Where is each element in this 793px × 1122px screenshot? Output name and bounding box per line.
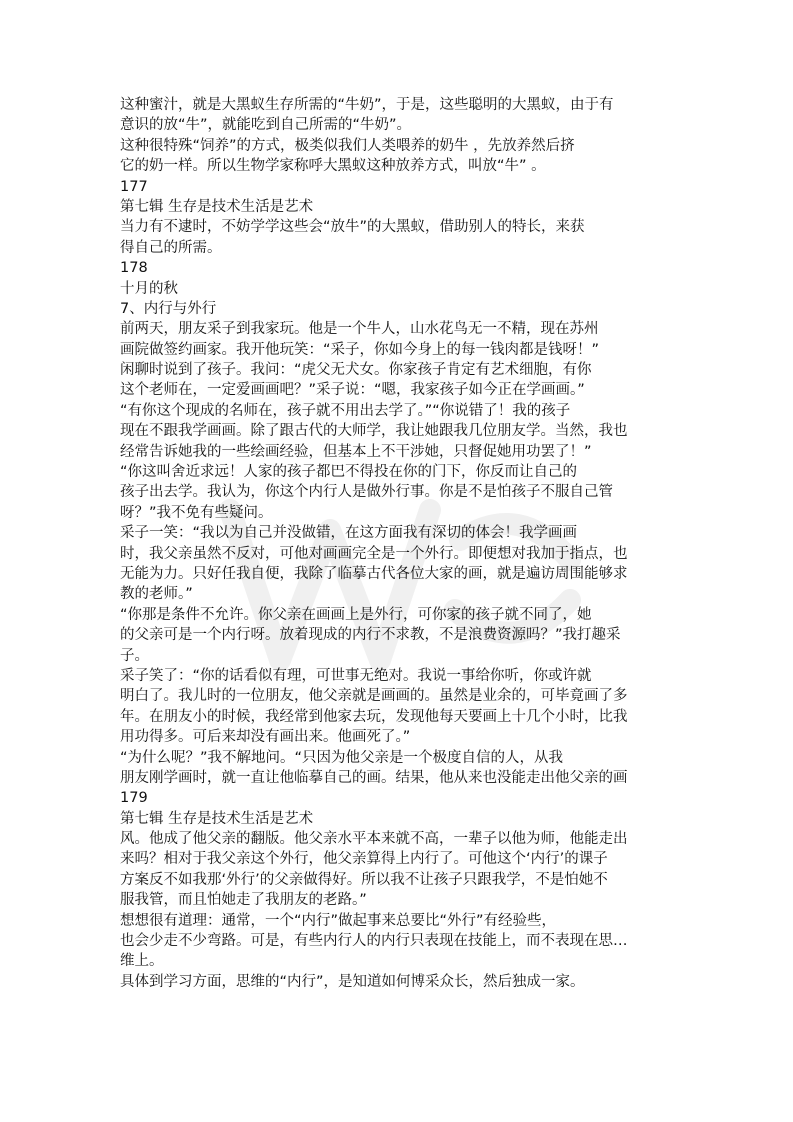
text-line: 教的老师。” [120,586,193,603]
text-line: 这种很特殊“饲养”的方式，极类似我们人类喂养的奶牛 ，先放养然后挤 [120,137,575,154]
text-line: 用功得多。可后来却没有画出来。他画死了。” [120,729,411,746]
text-line: 它的奶一样。所以生物学家称呼大黑蚁这种放养方式，叫放“牛” 。 [120,158,546,175]
text-line: 子。 [120,647,149,664]
text-line: 朋友刚学画时，就一直让他临摹自己的画。结果，他从来也没能走出他父亲的画 [120,769,628,786]
text-line: 服我管，而且怕她走了我朋友的老路。” [120,892,367,909]
page-number: 179 [120,790,148,807]
chapter-header: 第七辑 生存是技术生活是艺术 [120,810,314,827]
text-line: 时，我父亲虽然不反对，可他对画画完全是一个外行。即便想对我加于指点，也 [120,545,628,562]
text-line: 具体到学习方面，思维的“内行”，是知道如何博采众长，然后独成一家。 [120,973,585,990]
text-line: 来吗？相对于我父亲这个外行，他父亲算得上内行了。可他这个‘内行’的课子 [120,851,608,868]
text-line: 这种蜜汁，就是大黑蚁生存所需的“牛奶”，于是，这些聪明的大黑蚁，由于有 [120,97,614,113]
chapter-header: 第七辑 生存是技术生活是艺术 [120,198,314,215]
text-line: 维上。 [120,953,164,970]
text-line: 想想很有道理：通常，一个“内行”做起事来总要比“外行”有经验些， [120,912,557,929]
text-line: 采子笑了：“你的话看似有理，可世事无绝对。我说一事给你听，你或许就 [120,667,592,684]
text-line: 明白了。我儿时的一位朋友，他父亲就是画画的。虽然是业余的，可毕竟画了多 [120,688,628,705]
text-line: 这个老师在，一定爱画画吧？”采子说：“嗯，我家孩子如今正在学画画。” [120,382,585,399]
text-line: 经常告诉她我的一些绘画经验，但基本上不干涉她，只督促她用功罢了！” [120,443,592,460]
article-title: 7、内行与外行 [120,300,217,317]
text-line: “为什么呢？”我不解地问。“只因为他父亲是一个极度自信的人，从我 [120,749,564,766]
text-line: 年。在朋友小的时候，我经常到他家去玩，发现他每天要画上十几个小时，比我 [120,708,628,725]
text-line: 得自己的所需。 [120,239,222,256]
text-line: 采子一笑：“我以为自己并没做错，在这方面我有深切的体会！我学画画 [120,525,578,542]
page-number: 178 [120,260,148,277]
text-line: 方案反不如我那‘外行’的父亲做得好。所以我不让孩子只跟我学，不是怕她不 [120,871,608,888]
text-line: “你那是条件不允许。你父亲在画画上是外行，可你家的孩子就不同了，她 [120,606,592,623]
text-line: 呀？”我不免有些疑问。 [120,504,273,521]
text-line: 当力有不逮时，不妨学学这些会“放牛”的大黑蚁，借助别人的特长，来获 [120,219,585,236]
text-line: 闲聊时说到了孩子。我问：“虎父无犬女。你家孩子肯定有艺术细胞，有你 [120,362,592,379]
text-line: 画院做签约画家。我开他玩笑：“采子，你如今身上的每一钱肉都是钱呀！” [120,341,600,358]
text-line: 无能为力。只好任我自便，我除了临摹古代各位大家的画，就是遍访周围能够求 [120,565,628,582]
text-line: 的父亲可是一个内行呀。放着现成的内行不求教，不是浪费资源吗？”我打趣采 [120,627,621,644]
text-line: 前两天，朋友采子到我家玩。他是一个牛人，山水花鸟无一不精，现在苏州 [120,321,599,338]
section-title: 十月的秋 [120,280,178,297]
text-line: “你这叫舍近求远！人家的孩子都巴不得投在你的门下，你反而让自己的 [120,464,578,481]
document-body [120,95,680,992]
text-line: “有你这个现成的名师在，孩子就不用出去学了。”“你说错了！我的孩子 [120,402,571,419]
page-number: 177 [120,178,148,195]
text-line: 现在不跟我学画画。除了跟古代的大师学，我让她跟我几位朋友学。当然，我也 [120,423,628,440]
text-line: 也会少走不少弯路。可是，有些内行人的内行只表现在技能上，而不表现在思… [120,933,628,950]
text-line: 孩子出去学。我认为，你这个内行人是做外行事。你是不是怕孩子不服自己管 [120,484,613,501]
text-line: 意识的放“牛”，就能吃到自己所需的“牛奶”。 [120,117,412,134]
text-line: 风。他成了他父亲的翻版。他父亲水平本来就不高，一辈子以他为师，他能走出 [120,831,628,848]
